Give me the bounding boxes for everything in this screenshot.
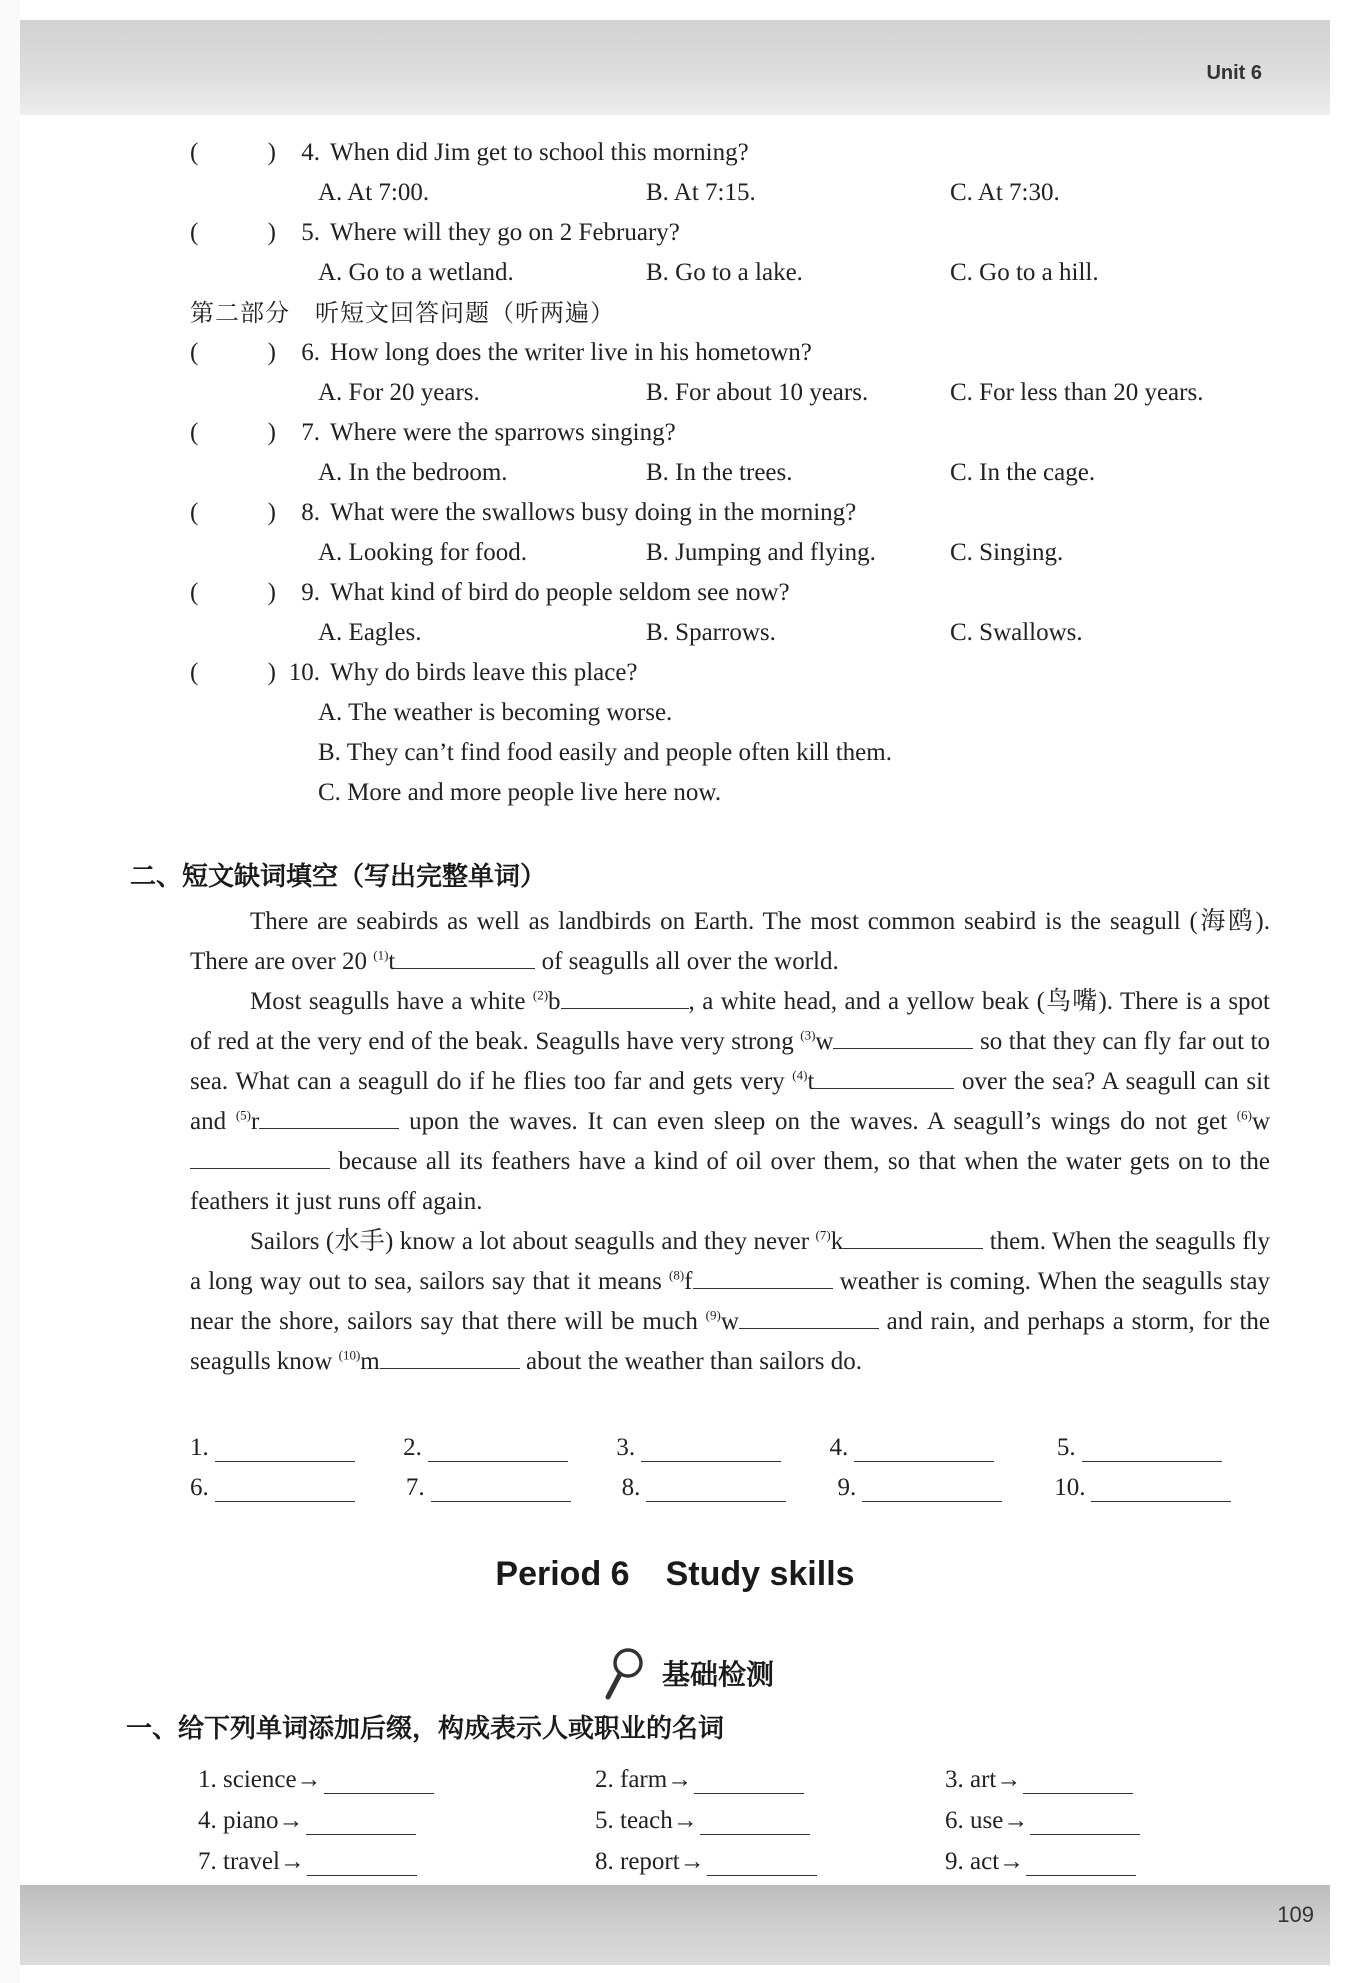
option-c: C. At 7:30. (950, 179, 1060, 206)
word-answer-line-3[interactable] (1023, 1767, 1133, 1794)
word-item: 3. art→ (945, 1753, 1342, 1794)
magnifier-icon (600, 1645, 648, 1701)
page-footer-band (20, 1885, 1330, 1965)
answer-slot: 4. (829, 1422, 1056, 1462)
option-c: C. Swallows. (950, 619, 1083, 646)
option-c: C. For less than 20 years. (950, 379, 1204, 406)
question-9: ( ) 9. What kind of bird do people seldom see now? (190, 573, 1270, 613)
cloze-blank-8[interactable] (693, 1262, 833, 1289)
blank-marker: (6) (1236, 1107, 1252, 1123)
option-c: C. Go to a hill. (950, 259, 1099, 286)
question-text: What were the swallows busy doing in the morning? (330, 499, 857, 526)
question-7: ( ) 7. Where were the sparrows singing? (190, 413, 1270, 453)
word-answer-line-4[interactable] (306, 1808, 416, 1835)
word-item: 8. report→ (595, 1835, 945, 1876)
word-answer-line-1[interactable] (324, 1767, 434, 1794)
basics-heading-text: 基础检测 (662, 1658, 775, 1691)
answer-slot: 9. (837, 1462, 1054, 1502)
question-text: When did Jim get to school this morning? (330, 139, 749, 166)
answer-bracket[interactable]: ( ) (190, 499, 276, 526)
question-text: What kind of bird do people seldom see now? (330, 579, 790, 606)
word-answer-line-9[interactable] (1026, 1849, 1136, 1876)
scan-edge (0, 0, 20, 1983)
page-number: 109 (1277, 1902, 1314, 1927)
answer-slot: 6. (190, 1462, 406, 1502)
word-item: 2. farm→ (595, 1753, 945, 1794)
answer-bracket[interactable]: ( ) (190, 579, 276, 606)
option-a: A. Eagles. (318, 619, 422, 646)
blank-marker: (5) (235, 1107, 252, 1123)
cloze-passage (190, 902, 1270, 1382)
cloze-blank-9[interactable] (739, 1302, 879, 1329)
answer-bracket[interactable]: ( ) (190, 219, 276, 246)
answer-line-4[interactable] (854, 1435, 994, 1462)
listening-section (190, 133, 1270, 813)
page-header-band (20, 20, 1330, 115)
cloze-paragraph-3: Sailors (水手) know a lot about seagulls and they never $^{(7)}$k them. When the seagulls fly a long way out to sea, sailors say that it means $^{(8)}$f weather is coming. When the seagulls stay near the shore, sailors say that there will be much $^{(9)}$w and rain, and perhaps a storm, for the seagulls know $^{(10)}$m about the weather than sailors do. (190, 1222, 1270, 1382)
option-a: A. In the bedroom. (318, 459, 508, 486)
option-c: C. In the cage. (950, 459, 1096, 486)
option-a: A. For 20 years. (318, 379, 480, 406)
suffix-word-list (198, 1753, 1342, 1876)
word-item: 6. use→ (945, 1794, 1342, 1835)
question-text: Where will they go on 2 February? (330, 219, 680, 246)
cloze-blank-5[interactable] (259, 1102, 399, 1129)
answer-line-8[interactable] (646, 1475, 786, 1502)
question-text: Where were the sparrows singing? (330, 419, 676, 446)
basics-heading (600, 1645, 774, 1701)
unit-label: Unit 6 (1206, 62, 1262, 84)
question-5-options (190, 253, 1270, 293)
option-b: B. At 7:15. (646, 179, 756, 206)
question-8-options (190, 533, 1270, 573)
word-item: 1. science→ (198, 1753, 595, 1794)
blank-marker: (7) (815, 1227, 831, 1243)
period-title (0, 1555, 1350, 1594)
option-b: B. Go to a lake. (646, 259, 803, 286)
cloze-paragraph-2: Most seagulls have a white $^{(2)}$b , a white head, and a yellow beak (鸟嘴). There is a spot of red at the very end of the beak. Seagulls have very strong $^{(3)}$w so that they can fly far out to sea. What can a seagull do if he flies too far and gets very $^{(4)}$t over the sea? A seagull can sit and $^{(5)}$r upon the waves. It can even sleep on the waves. A seagull’s wings do not get $^{(6)}$w because all its feathers have a kind of oil over them, so that when the water gets on to the feathers it just runs off again. (190, 982, 1270, 1222)
option-c: C. More and more people live here now. (318, 779, 722, 806)
cloze-answer-lines (190, 1422, 1270, 1502)
word-answer-line-7[interactable] (307, 1849, 417, 1876)
word-answer-line-2[interactable] (694, 1767, 804, 1794)
question-text: Why do birds leave this place? (330, 659, 638, 686)
answer-bracket[interactable]: ( ) (190, 659, 276, 686)
answer-slot: 3. (616, 1422, 829, 1462)
cloze-blank-3[interactable] (833, 1022, 973, 1049)
cloze-blank-7[interactable] (843, 1222, 983, 1249)
answer-slot: 7. (406, 1462, 622, 1502)
answer-slot: 8. (622, 1462, 838, 1502)
answer-line-1[interactable] (215, 1435, 355, 1462)
word-item: 5. teach→ (595, 1794, 945, 1835)
option-b: B. Jumping and flying. (646, 539, 876, 566)
question-7-options (190, 453, 1270, 493)
suffix-section-title: 一、给下列单词添加后缀，构成表示人或职业的名词 (126, 1714, 725, 1744)
cloze-blank-6[interactable] (190, 1142, 330, 1169)
option-b: B. In the trees. (646, 459, 793, 486)
word-item: 9. act→ (945, 1835, 1342, 1876)
question-4: ( ) 4. When did Jim get to school this morning? (190, 133, 1270, 173)
question-4-options (190, 173, 1270, 213)
blank-marker: (3) (800, 1027, 816, 1043)
answer-bracket[interactable]: ( ) (190, 339, 276, 366)
period-label: Period 6 (495, 1555, 630, 1593)
word-item: 7. travel→ (198, 1835, 595, 1876)
option-b: B. Sparrows. (646, 619, 776, 646)
answer-slot: 10. (1054, 1462, 1270, 1502)
answer-line-7[interactable] (431, 1475, 571, 1502)
answer-line-6[interactable] (215, 1475, 355, 1502)
blank-marker: (2) (532, 987, 549, 1003)
answer-line-9[interactable] (862, 1475, 1002, 1502)
option-b: B. For about 10 years. (646, 379, 869, 406)
word-answer-line-8[interactable] (707, 1849, 817, 1876)
cloze-blank-10[interactable] (380, 1342, 520, 1369)
blank-marker: (10) (338, 1347, 361, 1363)
option-c: C. Singing. (950, 539, 1064, 566)
question-8: ( ) 8. What were the swallows busy doing in the morning? (190, 493, 1270, 533)
cloze-blank-4[interactable] (814, 1062, 954, 1089)
word-answer-line-5[interactable] (700, 1808, 810, 1835)
option-a: A. Go to a wetland. (318, 259, 514, 286)
blank-marker: (4) (792, 1067, 808, 1083)
cloze-section-title: 二、短文缺词填空（写出完整单词） (130, 862, 547, 892)
blank-marker: (8) (669, 1267, 685, 1283)
question-6: ( ) 6. How long does the writer live in his hometown? (190, 333, 1270, 373)
cloze-blank-1[interactable] (395, 942, 535, 969)
question-6-options (190, 373, 1270, 413)
option-b: B. They can’t find food easily and people often kill them. (318, 739, 892, 766)
option-a: A. Looking for food. (318, 539, 527, 566)
option-a: A. The weather is becoming worse. (318, 699, 673, 726)
answer-line-10[interactable] (1091, 1475, 1231, 1502)
blank-marker: (9) (705, 1307, 721, 1323)
blank-marker: (1) (373, 947, 389, 963)
answer-line-2[interactable] (428, 1435, 568, 1462)
cloze-blank-2[interactable] (561, 982, 689, 1009)
cloze-paragraph-1: There are seabirds as well as landbirds on Earth. The most common seabird is the seagull (海鸥). There are over 20 $^{(1)}$t of seagulls all over the world. (190, 908, 1270, 975)
answer-line-3[interactable] (641, 1435, 781, 1462)
answer-bracket[interactable]: ( ) (190, 139, 276, 166)
word-item: 4. piano→ (198, 1794, 595, 1835)
part2-title: 第二部分 听短文回答问题（听两遍） (190, 299, 615, 327)
period-name: Study skills (665, 1555, 855, 1593)
answer-line-5[interactable] (1082, 1435, 1222, 1462)
answer-slot: 5. (1057, 1422, 1270, 1462)
question-5: ( ) 5. Where will they go on 2 February? (190, 213, 1270, 253)
question-text: How long does the writer live in his hometown? (330, 339, 812, 366)
answer-slot: 1. (190, 1422, 403, 1462)
word-answer-line-6[interactable] (1030, 1808, 1140, 1835)
option-a: A. At 7:00. (318, 179, 430, 206)
question-10: ( ) 10. Why do birds leave this place? (190, 653, 1270, 693)
answer-bracket[interactable]: ( ) (190, 419, 276, 446)
question-9-options (190, 613, 1270, 653)
answer-slot: 2. (403, 1422, 616, 1462)
